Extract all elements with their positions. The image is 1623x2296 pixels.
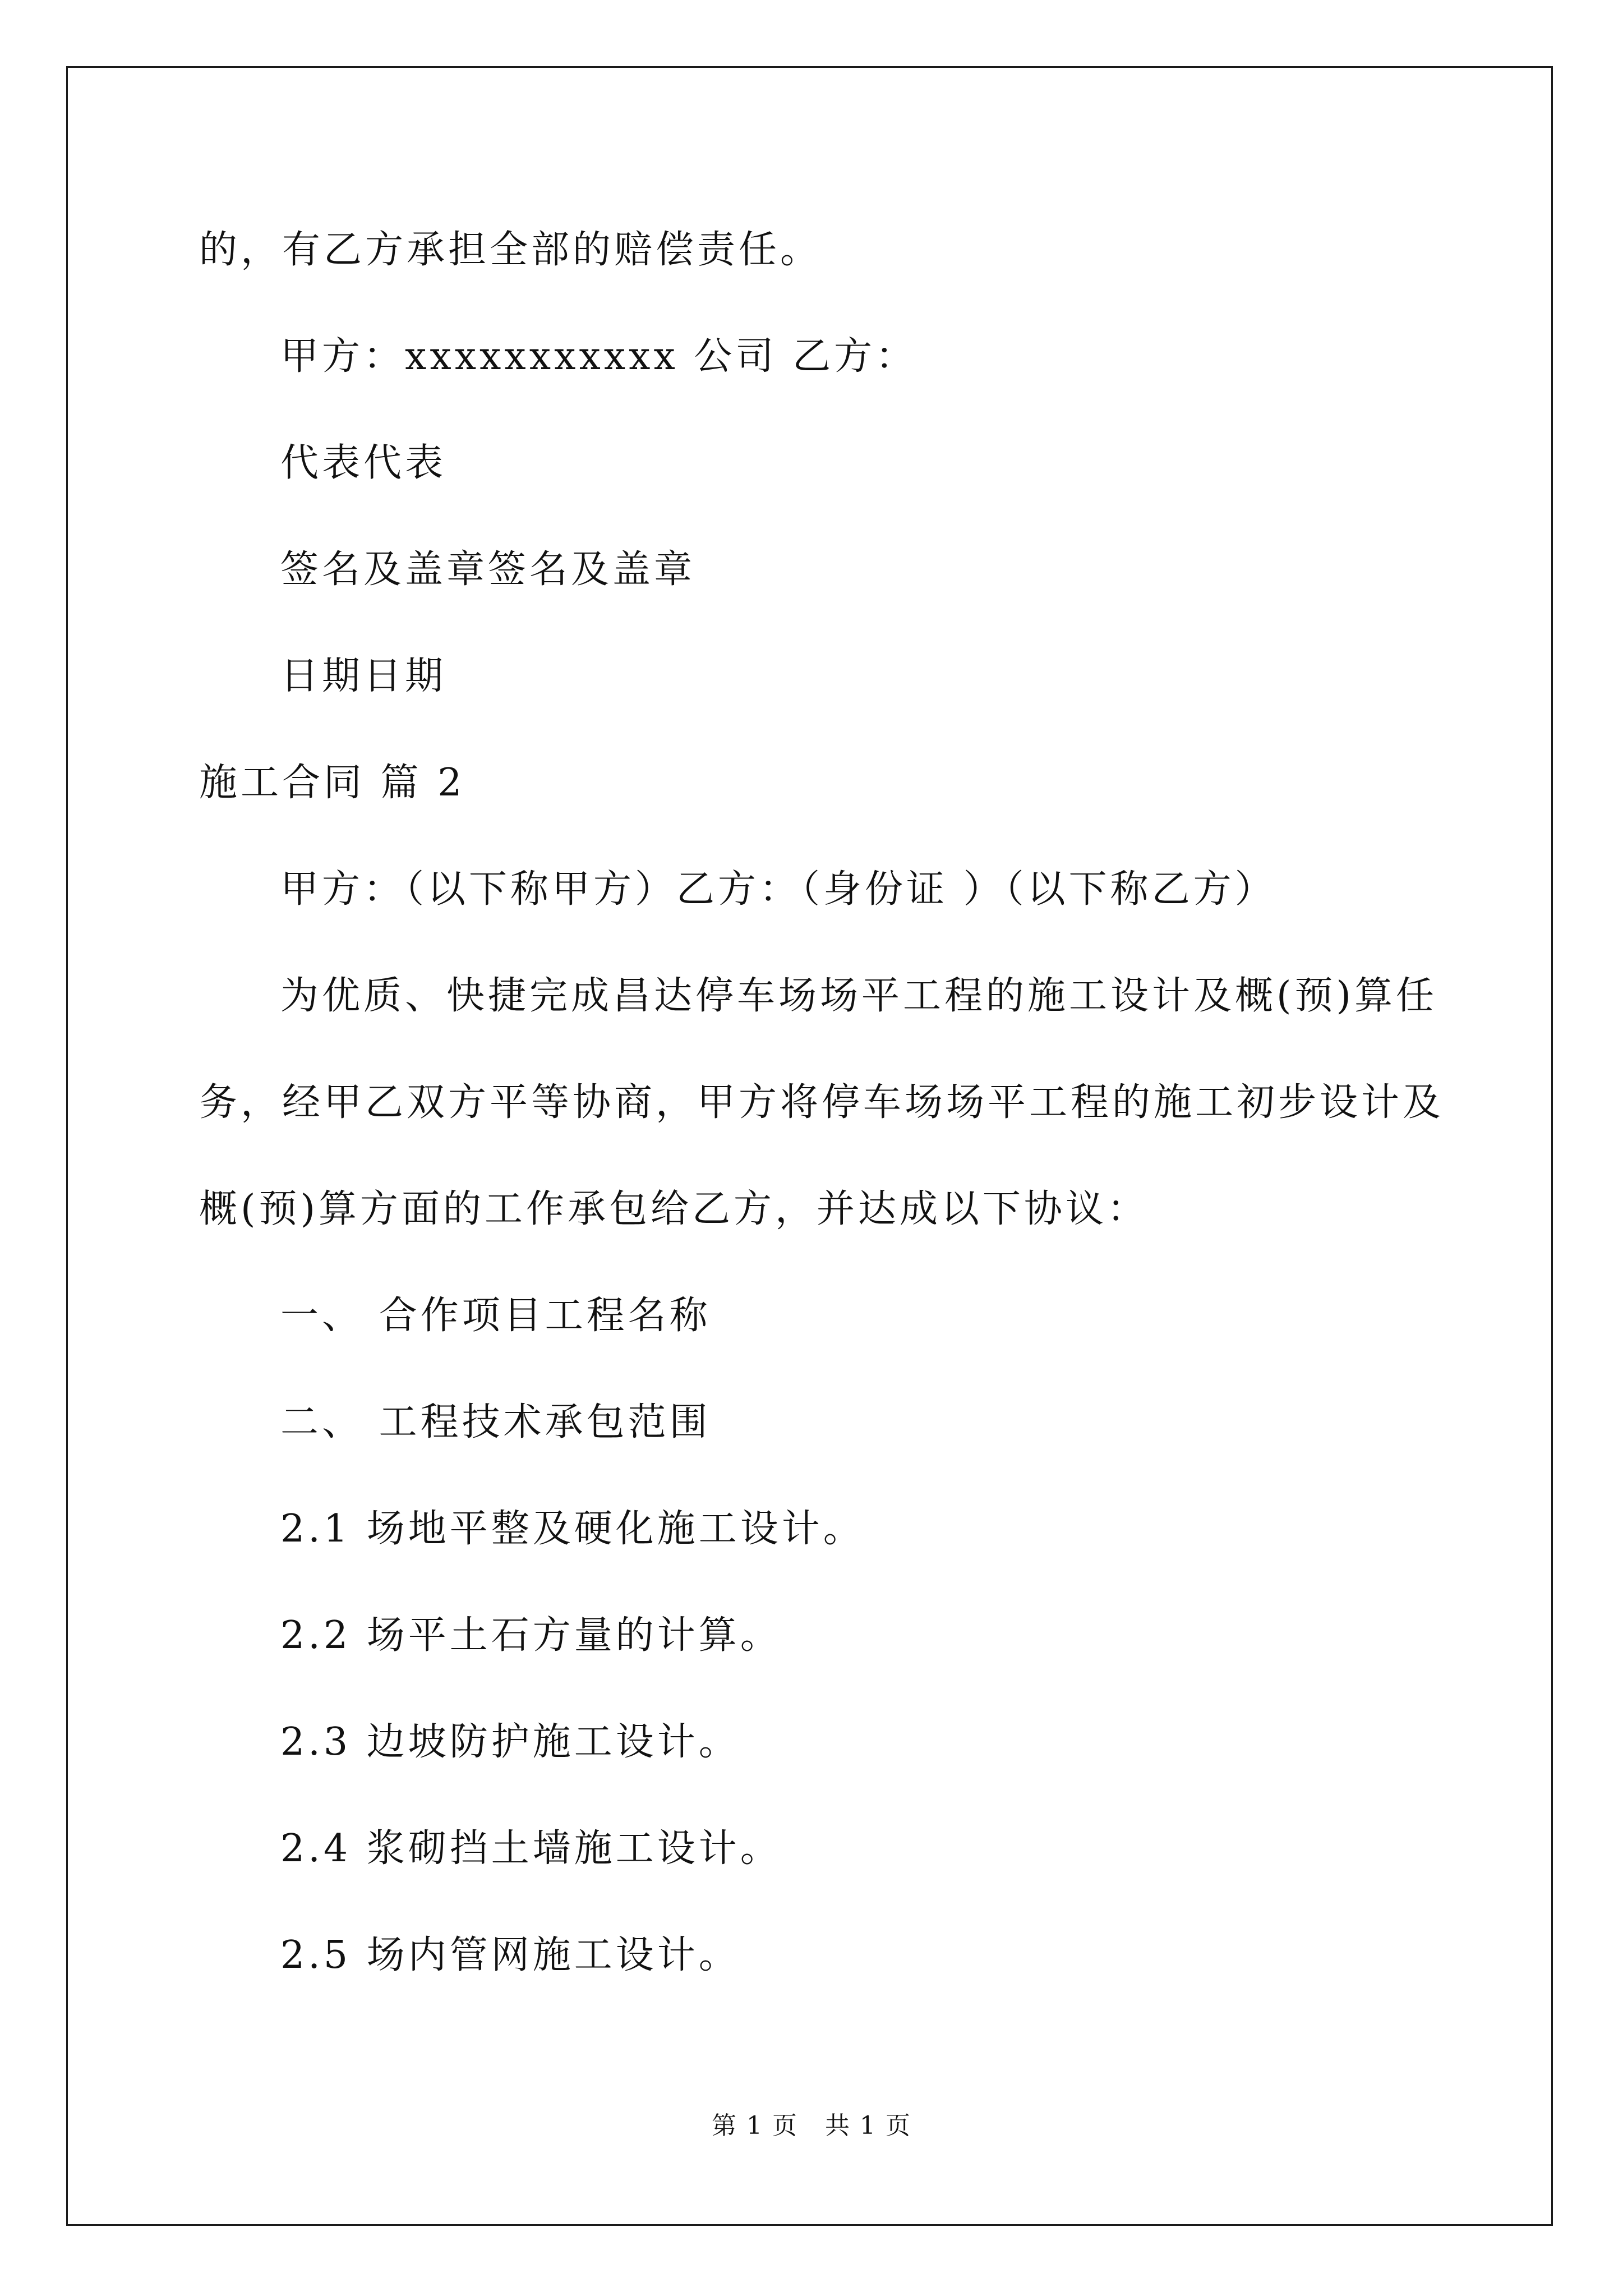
paragraph-line-2: 务，经甲乙双方平等协商，甲方将停车场场平工程的施工初步设计及 — [199, 1080, 1445, 1125]
text-line-signature-seal: 签名及盖章签名及盖章 — [280, 547, 696, 592]
section-heading: 施工合同 篇 2 — [199, 761, 465, 805]
page-footer: 第 1 页 共 1 页 — [712, 2111, 911, 2140]
clause-2-4: 2.4 浆砌挡土墙施工设计。 — [280, 1826, 782, 1871]
text-line-date: 日期日期 — [280, 654, 447, 698]
text-line-party-a-b: 甲方：xxxxxxxxxxx 公司 乙方： — [280, 334, 917, 379]
text-line-representative: 代表代表 — [280, 441, 447, 485]
clause-2-3: 2.3 边坡防护施工设计。 — [280, 1720, 740, 1764]
clause-1-heading: 一、 合作项目工程名称 — [280, 1294, 711, 1338]
page-border — [66, 66, 1553, 2226]
text-line-parties: 甲方：（以下称甲方）乙方：（身份证 ）（以下称乙方） — [280, 867, 1276, 912]
paragraph-line-3: 概(预)算方面的工作承包给乙方，并达成以下协议： — [199, 1187, 1149, 1231]
clause-2-5: 2.5 场内管网施工设计。 — [280, 1933, 740, 1977]
clause-2-1: 2.1 场地平整及硬化施工设计。 — [280, 1507, 865, 1551]
paragraph-line-1: 为优质、快捷完成昌达停车场场平工程的施工设计及概(预)算任 — [280, 974, 1438, 1018]
clause-2-2: 2.2 场平土石方量的计算。 — [280, 1613, 782, 1658]
clause-2-heading: 二、 工程技术承包范围 — [280, 1400, 711, 1444]
text-line-1: 的，有乙方承担全部的赔偿责任。 — [199, 228, 822, 272]
